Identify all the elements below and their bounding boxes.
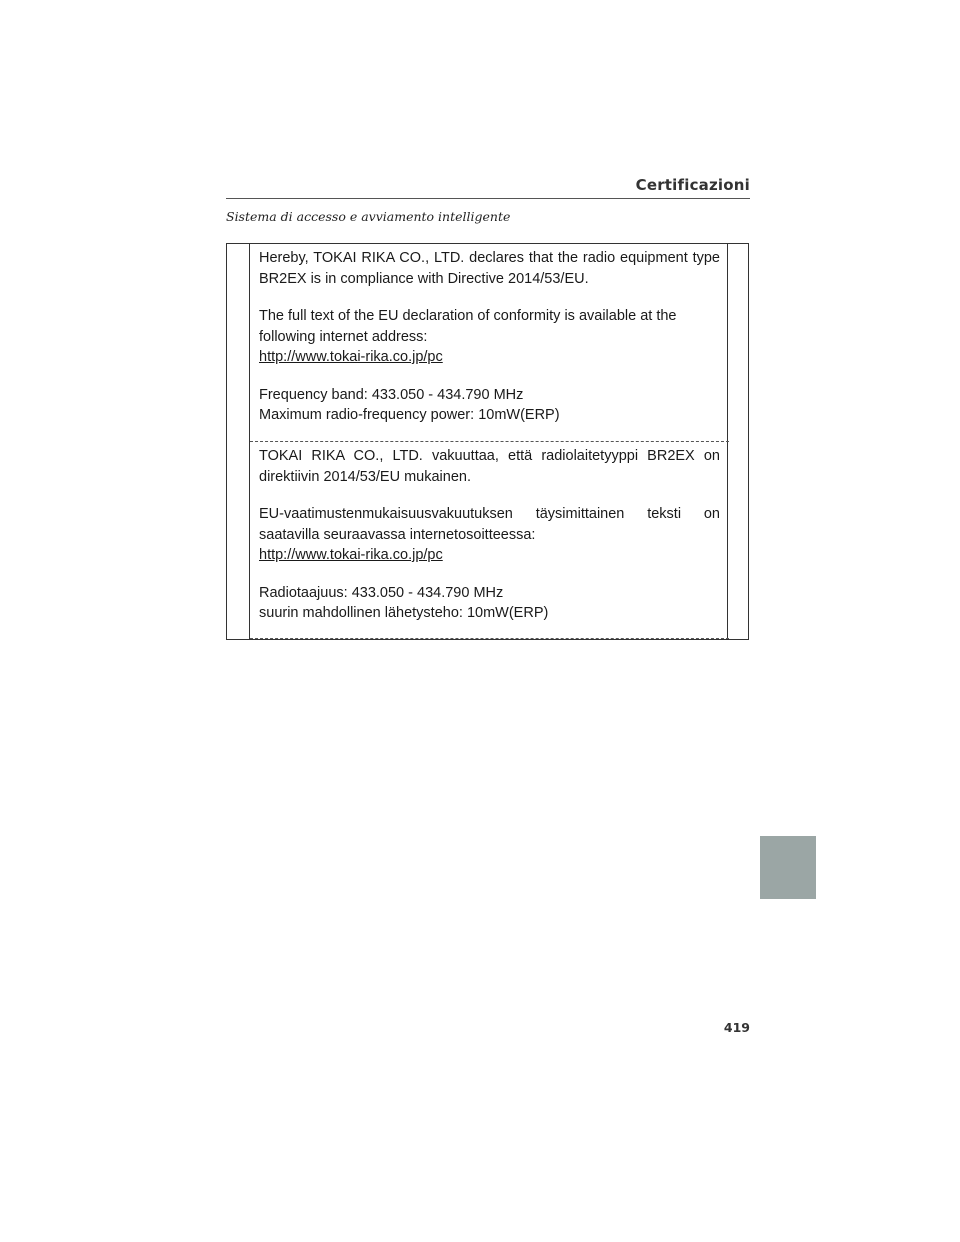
- section-separator: [250, 441, 729, 442]
- chapter-tab-marker: [760, 836, 816, 899]
- en-availability-line-1: The full text of the EU declaration of conformity is available at the: [259, 308, 677, 324]
- en-radio-specs: [259, 385, 720, 426]
- en-compliance-line-1: Hereby, TOKAI RIKA CO., LTD. declares that the radio equipment type: [259, 250, 720, 266]
- page-number: 419: [723, 1020, 750, 1035]
- fi-availability-line-2: saatavilla seuraavassa internetosoitteessa:: [259, 526, 536, 543]
- fi-radio-specs: [259, 583, 720, 624]
- en-max-power: Maximum radio-frequency power: 10mW(ERP): [259, 407, 560, 423]
- bottom-separator: [250, 638, 729, 639]
- en-availability-line-2: following internet address:: [259, 328, 428, 345]
- fi-frequency-band: Radiotaajuus: 433.050 - 434.790 MHz: [259, 584, 504, 601]
- declaration-finnish: [250, 446, 729, 624]
- chapter-title: Certificazioni: [635, 176, 750, 194]
- fi-availability-paragraph: [259, 504, 720, 566]
- en-compliance-paragraph: [259, 248, 720, 289]
- declaration-inner-frame: [249, 243, 728, 640]
- en-declaration-link[interactable]: http://www.tokai-rika.co.jp/pc: [259, 349, 443, 365]
- declaration-box: [226, 243, 749, 640]
- fi-max-power: suurin mahdollinen lähetysteho: 10mW(ERP): [259, 605, 549, 621]
- fi-availability-line-1: EU-vaatimustenmukaisuusvakuutuksen täysimittainen teksti on: [259, 506, 720, 522]
- header-rule: [226, 198, 750, 199]
- section-subtitle: Sistema di accesso e avviamento intelligente: [226, 209, 511, 224]
- en-availability-paragraph: [259, 306, 720, 368]
- fi-compliance-line-2: direktiivin 2014/53/EU mukainen.: [259, 468, 471, 485]
- fi-compliance-paragraph: [259, 446, 720, 487]
- declaration-english: [250, 248, 729, 426]
- fi-compliance-line-1: TOKAI RIKA CO., LTD. vakuuttaa, että radiolaitetyyppi BR2EX on: [259, 448, 720, 464]
- en-frequency-band: Frequency band: 433.050 - 434.790 MHz: [259, 386, 524, 403]
- fi-declaration-link[interactable]: http://www.tokai-rika.co.jp/pc: [259, 547, 443, 563]
- en-compliance-line-2: BR2EX is in compliance with Directive 2014/53/EU.: [259, 270, 589, 287]
